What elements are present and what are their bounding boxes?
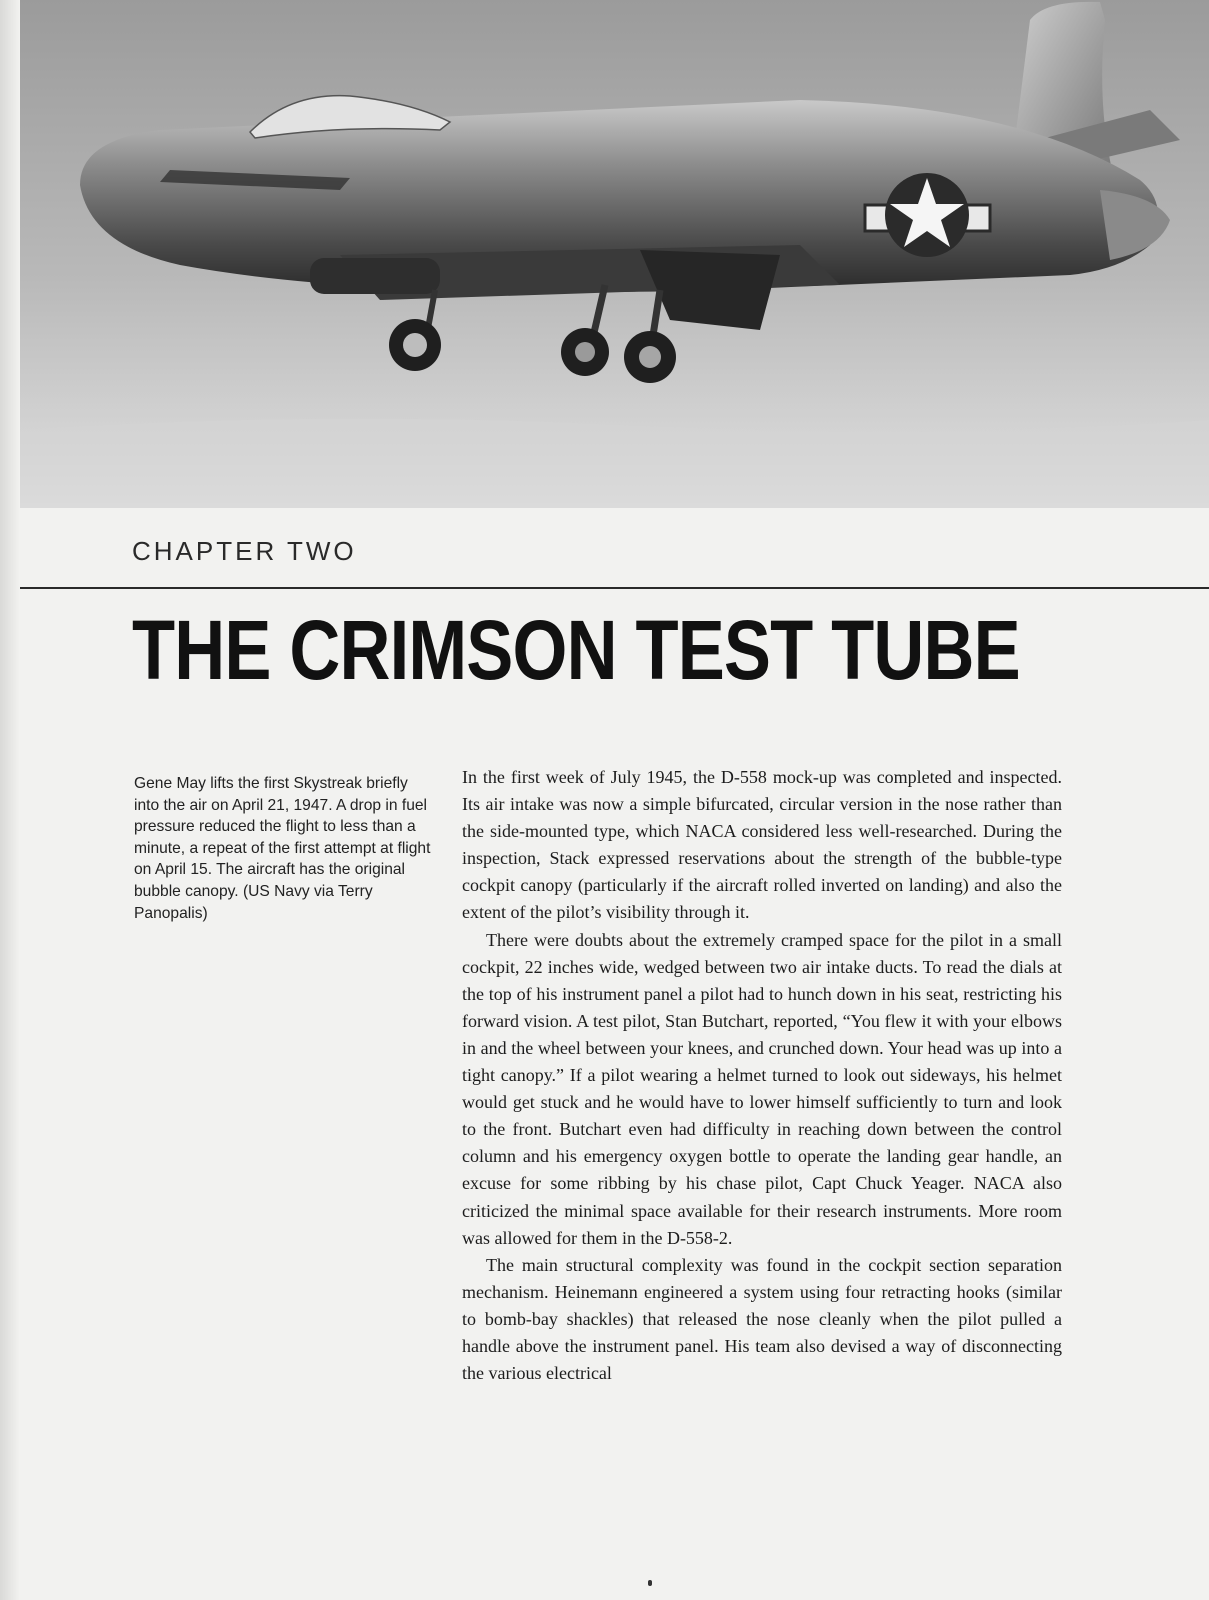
chapter-divider [20, 587, 1209, 589]
body-text [462, 764, 1062, 1387]
paragraph: The main structural complexity was found in the cockpit section separation mechanism. Heinemann engineered a system using four retracting hooks (similar to bomb-bay shackles) that released the nose cleanly when the pilot pulled a handle above the instrument panel. His team also devised a way of disconnecting the various electrical [462, 1254, 1062, 1384]
chapter-title: THE CRIMSON TEST TUBE [132, 603, 1020, 697]
aircraft-photo [20, 0, 1209, 508]
paragraph: In the first week of July 1945, the D-558 mock-up was completed and inspected. Its air intake was now a simple bifurcated, circular version in the nose rather than the side-mounted type, which NACA considered less well-researched. During the inspection, Stack expressed reservations about the strength of the bubble-type cockpit canopy (particularly if the aircraft rolled inverted on landing) and also the extent of the pilot’s visibility through it. [462, 767, 1062, 923]
chapter-label: CHAPTER TWO [132, 536, 357, 566]
paragraph: There were doubts about the extremely cramped space for the pilot in a small cockpit, 22 inches wide, wedged between two air intake ducts. To read the dials at the top of his instrument panel a pilot had to hunch down in his seat, restricting his forward vision. A test pilot, Stan Butchart, reported, “You flew it with your elbows in and the wheel between your knees, and crunched down. Your head was up into a tight canopy.” If a pilot wearing a helmet turned to look out sideways, his helmet would get stuck and he would have to lower himself sufficiently to turn and look to the front. Butchart even had difficulty in reaching down between the control column and his emergency oxygen bottle to operate the landing gear handle, an excuse for some ribbing by his chase pilot, Capt Chuck Yeager. NACA also criticized the minimal space available for their research instruments. More room was allowed for them in the D-558-2. [462, 929, 1062, 1248]
page-gutter [0, 0, 20, 1600]
page-mark [648, 1580, 652, 1586]
photo-caption: Gene May lifts the first Skystreak briefly into the air on April 21, 1947. A drop in fuel pressure reduced the flight to less than a minute, a repeat of the first attempt at flight on April 15. The aircraft has the original bubble canopy. (US Navy via Terry Panopalis) [134, 775, 431, 922]
